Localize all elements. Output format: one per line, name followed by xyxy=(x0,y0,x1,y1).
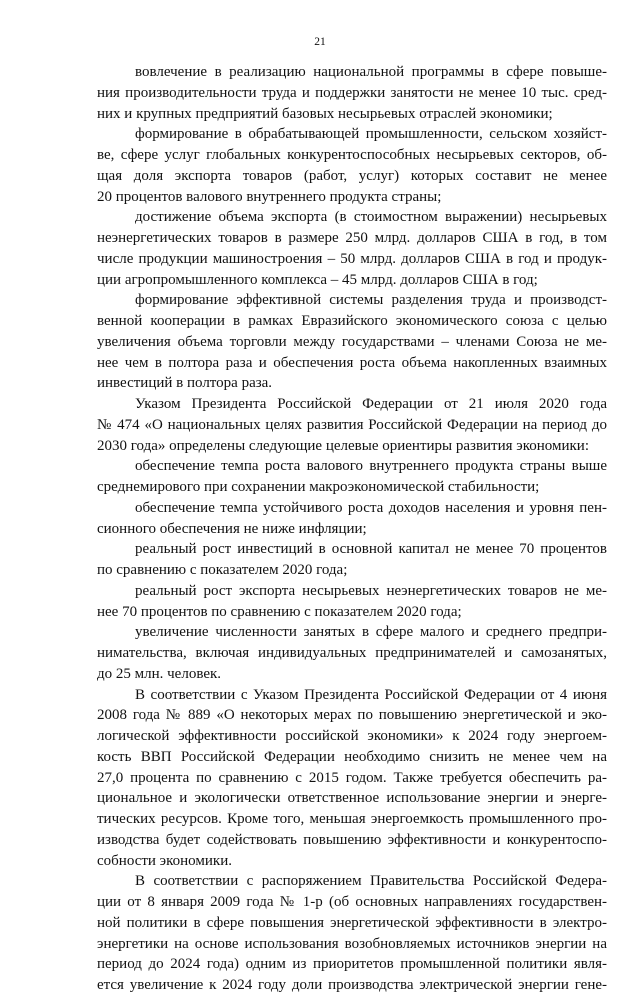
text-line: формирование в обрабатывающей промышленности, сельском хозяйст- xyxy=(135,126,607,143)
text-line: ции агропромышленного комплекса – 45 млрд. долларов США в год; xyxy=(97,271,538,288)
text-line: по сравнению с показателем 2020 года; xyxy=(97,562,348,578)
text-line: ции от 8 января 2009 года № 1-р (об основных направлениях государствен- xyxy=(97,894,607,910)
text-line: нее чем в полтора раза и обеспечения роста объема накопленных взаимных xyxy=(97,354,607,371)
text-line: реальный рост экспорта несырьевых неэнергетических товаров не ме- xyxy=(135,582,607,599)
text-line: 2008 года № 889 «О некоторых мерах по повышению энергетической и эко- xyxy=(97,707,607,724)
text-line: среднемирового при сохранении макроэкономической стабильности; xyxy=(97,479,540,495)
text-line: нимательства, включая индивидуальных предпринимателей и самозанятых, xyxy=(97,645,607,661)
text-line: период до 2024 года) одним из приоритетов промышленной политики явля- xyxy=(97,956,607,973)
text-line: ния производительности труда и поддержки занятости не менее 10 тыс. сред- xyxy=(97,84,607,101)
text-line: Указом Президента Российской Федерации от 21 июля 2020 года xyxy=(135,396,607,412)
text-line: энергетики на основе использования возобновляемых источников энергии на xyxy=(97,935,607,952)
text-line: циональное и экологически ответственное использование энергии и энерге- xyxy=(97,790,607,807)
text-line: ется увеличение к 2024 году доли производства электрической энергии гене- xyxy=(97,977,607,993)
text-line: вовлечение в реализацию национальной программы в сфере повыше- xyxy=(135,64,607,80)
text-line: В соответствии с Указом Президента Российской Федерации от 4 июня xyxy=(135,686,607,703)
text-line: сионного обеспечения не ниже инфляции; xyxy=(97,520,367,537)
text-line: 20 процентов валового внутреннего продукта страны; xyxy=(97,188,442,205)
text-line: числе продукции машиностроения – 50 млрд. долларов США в год и продук- xyxy=(97,250,607,267)
text-line: инвестиций в полтора раза. xyxy=(97,375,273,392)
text-line: обеспечение темпа устойчивого роста доходов населения и уровня пен- xyxy=(135,499,607,516)
text-line: собности экономики. xyxy=(97,852,232,869)
text-line: них и крупных предприятий базовых несырьевых отраслей экономики; xyxy=(97,105,553,122)
text-line: увеличения объема торговли между государствами – членами Союза не ме- xyxy=(97,333,607,350)
text-line: ве, сфере услуг глобальных конкурентоспособных несырьевых секторов, об- xyxy=(97,147,607,163)
text-line: ной политики в сфере повышения энергетической эффективности в электро- xyxy=(97,914,607,931)
document-body xyxy=(97,62,607,996)
text-line: увеличение численности занятых в сфере малого и среднего предпри- xyxy=(135,624,607,641)
text-line: кость ВВП Российской Федерации необходимо снизить не менее чем на xyxy=(97,748,607,765)
text-line: до 25 млн. человек. xyxy=(97,665,222,682)
text-line: формирование эффективной системы разделения труда и производст- xyxy=(135,292,607,309)
text-line: тических ресурсов. Кроме того, меньшая энергоемкость промышленного про- xyxy=(97,811,607,827)
text-line: венной кооперации в рамках Евразийского экономического союза с целью xyxy=(97,313,607,329)
text-line: 2030 года» определены следующие целевые ориентиры развития экономики: xyxy=(97,437,589,454)
text-line: нее 70 процентов по сравнению с показателем 2020 года; xyxy=(97,603,462,620)
text-line: 27,0 процента по сравнению с 2015 годом. Также требуется обеспечить ра- xyxy=(97,769,607,786)
text-line: № 474 «О национальных целях развития Российской Федерации на период до xyxy=(97,416,607,433)
page-number: 21 xyxy=(314,36,326,48)
text-line: щая доля экспорта товаров (работ, услуг) которых составит не менее xyxy=(97,167,607,184)
text-line: изводства будет содействовать повышению эффективности и конкурентоспо- xyxy=(97,831,607,848)
text-line: реальный рост инвестиций в основной капитал не менее 70 процентов xyxy=(135,541,607,558)
text-line: обеспечение темпа роста валового внутреннего продукта страны выше xyxy=(135,458,607,475)
text-line: неэнергетических товаров в размере 250 млрд. долларов США в год, в том xyxy=(97,230,607,246)
text-line: логической эффективности российской экономики» к 2024 году энергоем- xyxy=(97,728,607,744)
text-line: В соответствии с распоряжением Правительства Российской Федера- xyxy=(135,873,607,890)
text-line: достижение объема экспорта (в стоимостном выражении) несырьевых xyxy=(135,209,607,226)
